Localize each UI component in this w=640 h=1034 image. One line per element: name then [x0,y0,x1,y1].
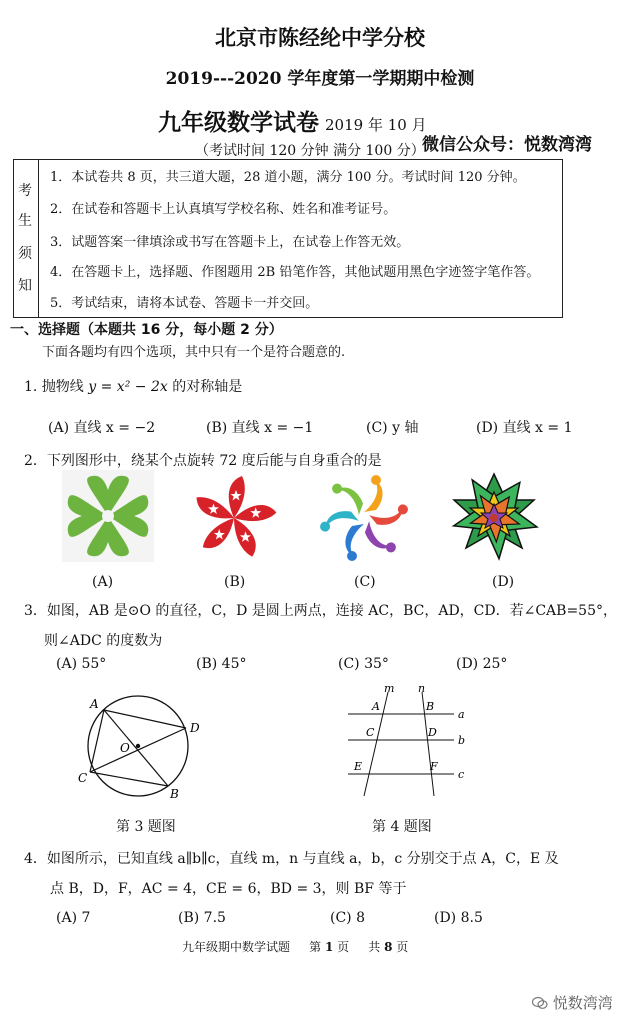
figure-b-bauhinia [186,470,282,566]
notice-item: 5．考试结束，请将本试卷、答题卡一并交回。 [50,296,319,311]
label-o: O [120,741,130,755]
figure-caption-q3: 第 3 题图 [116,819,176,835]
footer-total-prefix: 共 [368,940,381,954]
wechat-label: 悦数湾湾 [552,994,613,1012]
label-f-point: F [430,760,438,773]
footer-total-suffix: 页 [396,940,409,954]
label-line-c: c [458,768,465,781]
footer-page-suffix: 页 [337,940,350,954]
label-a: A [90,697,99,711]
notice-heading-char: 须 [18,246,32,262]
footer-total-pages: 8 [384,940,393,954]
option-d: (D) 25° [456,656,508,672]
label-m: m [384,684,395,695]
term-title: 2019---2020 学年度第一学期期中检测 [165,69,475,89]
figure-caption: (C) [354,574,376,590]
label-b-point: B [426,700,435,713]
question-3-line-2: 则∠ADC 的度数为 [44,633,163,649]
option-a: (A) 55° [56,656,107,672]
exam-title-row [158,104,427,137]
option-b: (B) 7.5 [178,910,226,926]
question-3-line-1: 3．如图，AB 是⊙O 的直径，C，D 是圆上两点，连接 AC，BC，AD，CD．若∠CAB=55°， [24,603,617,619]
option-c: (C) 35° [338,656,389,672]
footer-page-number: 1 [324,940,334,954]
page-footer [182,938,408,955]
question-number: 1. [24,379,38,395]
question-formula: y = x² − 2x [88,379,168,395]
question-4-line-1: 4．如图所示，已知直线 a∥b∥c，直线 m，n 与直线 a，b，c 分别交于点 A，C，E 及 [24,851,559,867]
question-text: 的对称轴是 [172,379,243,395]
notice-item: 2．在试卷和答题卡上认真填写学校名称、姓名和准考证号。 [50,202,397,217]
option-d: (D) 8.5 [434,910,483,926]
option-c: (C) y 轴 [366,420,419,436]
school-name: 北京市陈经纶中学分校 [215,25,425,50]
option-d: (D) 直线 x = 1 [476,420,573,436]
label-line-a: a [458,708,465,721]
notice-heading [14,160,39,317]
notice-heading-char: 考 [18,183,32,199]
footer-paper-name: 九年级期中数学试题 [182,940,291,954]
label-c-point: C [366,726,375,739]
label-c: C [78,771,88,785]
question-2: 2．下列图形中，绕某个点旋转 72 度后能与自身重合的是 [24,453,382,469]
option-c: (C) 8 [330,910,365,926]
option-b: (B) 45° [196,656,247,672]
label-b: B [170,787,179,801]
option-a: (A) 直线 x = −2 [48,420,156,436]
notice-item: 1．本试卷共 8 页，共三道大题，28 道小题，满分 100 分。考试时间 120 分钟。 [50,170,526,185]
figure-caption: (D) [492,574,515,590]
option-a: (A) 7 [56,910,91,926]
notice-item: 4．在答题卡上，选择题、作图题用 2B 铅笔作答，其他试题用黑色字迹签字笔作答。 [50,265,540,280]
label-d: D [190,721,200,735]
notice-box [13,159,563,318]
figure-caption-q4: 第 4 题图 [372,819,432,835]
exam-info: （考试时间 120 分钟 满分 100 分） [195,143,425,159]
figure-c-pinwheel [316,472,412,564]
figure-a-clover [62,470,154,562]
section-title: 一、选择题（本题共 16 分，每小题 2 分） [10,322,283,338]
section-description: 下面各题均有四个选项，其中只有一个是符合题意的. [42,345,346,360]
wechat-icon [532,996,548,1010]
label-line-b: b [458,734,466,747]
question-1 [24,376,242,396]
option-b: (B) 直线 x = −1 [206,420,314,436]
notice-item: 3．试题答案一律填涂或书写在答题卡上，在试卷上作答无效。 [50,235,410,250]
label-a-point: A [372,700,380,713]
label-n: n [418,684,426,695]
label-e-point: E [354,760,363,773]
footer-page-prefix: 第 [309,940,322,954]
label-d-point: D [428,726,437,739]
exam-title: 九年级数学试卷 [158,109,319,136]
wechat-watermark [532,992,613,1013]
figure-q3-circle [76,692,226,804]
figure-caption: (A) [92,574,114,590]
notice-heading-char: 生 [18,213,32,229]
notice-heading-char: 知 [18,278,32,294]
figure-q4-parallel-lines [344,684,474,802]
figure-d-star-mandala [446,470,542,566]
figure-caption: (B) [224,574,246,590]
watermark-text: 微信公众号：悦数湾湾 [422,135,592,155]
exam-date: 2019 年 10 月 [325,116,427,134]
question-4-line-2: 点 B，D，F，AC = 4，CE = 6，BD = 3，则 BF 等于 [50,881,407,897]
question-text: 抛物线 [41,379,84,395]
